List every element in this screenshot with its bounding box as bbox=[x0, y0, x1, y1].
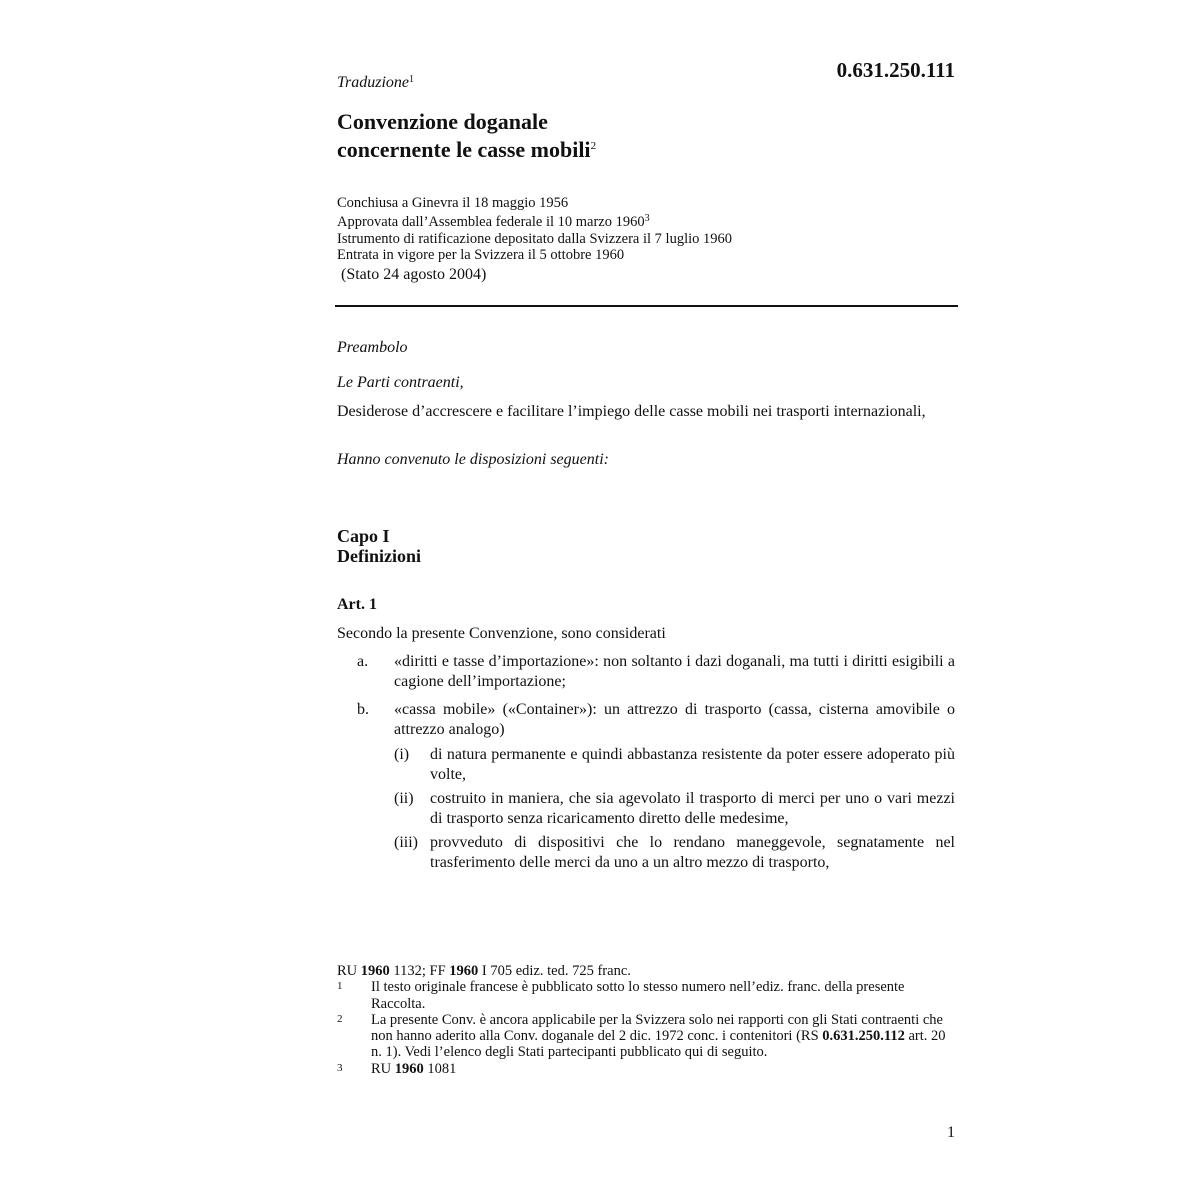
footnote-number: 3 bbox=[337, 1061, 343, 1074]
chapter-number: Capo I bbox=[337, 526, 390, 546]
footnotes bbox=[337, 963, 959, 1077]
translation-text: Traduzione bbox=[337, 74, 410, 91]
list-marker: a. bbox=[357, 653, 369, 670]
source-ru-year: 1960 bbox=[360, 963, 390, 979]
treaty-metadata bbox=[337, 195, 732, 263]
footnote-2 bbox=[337, 1012, 959, 1061]
list-item-text: «diritti e tasse d’importazione»: non soltanto i dazi doganali, ma tutti i diritti esigibili a cagione dell’importazione; bbox=[394, 653, 955, 690]
footnote-sr-link[interactable]: 0.631.250.112 bbox=[822, 1028, 905, 1045]
document-title bbox=[337, 110, 596, 162]
list-item bbox=[357, 652, 955, 692]
concluded-date: Conchiusa a Ginevra il 18 maggio 1956 bbox=[337, 195, 569, 211]
footnote-ru: RU bbox=[371, 1060, 392, 1077]
entry-into-force-date: Entrata in vigore per la Svizzera il 5 ottobre 1960 bbox=[337, 246, 625, 263]
footnote-ref-1[interactable]: 1 bbox=[409, 74, 415, 85]
footnote-text bbox=[371, 1061, 959, 1077]
preamble-desire: Desiderose d’accrescere e facilitare l’impiego delle casse mobili nei trasporti internazionali, bbox=[337, 403, 926, 420]
chapter-heading bbox=[337, 526, 421, 566]
source-ru: RU bbox=[337, 963, 358, 979]
preamble-agreed: Hanno convenuto le disposizioni seguenti: bbox=[337, 451, 609, 468]
source-reference bbox=[337, 963, 959, 979]
article-intro: Secondo la presente Convenzione, sono considerati bbox=[337, 625, 666, 642]
footnote-page: 1081 bbox=[427, 1060, 457, 1077]
footnote-3 bbox=[337, 1061, 959, 1077]
footnote-ref-2[interactable]: 2 bbox=[590, 140, 597, 152]
sub-list-item-text: di natura permanente e quindi abbastanza resistente da poter essere adoperato più volte, bbox=[430, 746, 955, 783]
list-item bbox=[357, 700, 955, 740]
footnote-number: 2 bbox=[337, 1012, 343, 1025]
sub-list-item-text: costruito in maniera, che sia agevolato il trasporto di merci per uno o vari mezzi di trasporto senza ricaricamento diretto delle medesime, bbox=[430, 790, 955, 827]
sub-list-item bbox=[394, 789, 955, 829]
sub-list-item-text: provveduto di dispositivi che lo rendano maneggevole, segnatamente nel trasferimento delle merci da uno a un altro mezzo di trasporto, bbox=[430, 834, 955, 871]
title-line-2 bbox=[337, 134, 596, 162]
preamble-parties: Le Parti contraenti, bbox=[337, 374, 464, 391]
list-item-text: «cassa mobile» («Container»): un attrezzo di trasporto (cassa, cisterna amovibile o attrezzo analogo) bbox=[394, 701, 955, 738]
approved-text: Approvata dall’Assemblea federale il 10 marzo 1960 bbox=[337, 214, 645, 231]
document-number: 0.631.250.111 bbox=[836, 58, 955, 82]
footnote-text-before: La presente Conv. è ancora applicabile per la Svizzera solo nei rapporti con gli Stati contraenti che non hanno aderito alla Conv. doganale del 2 dic. 1972 conc. i contenitori (RS bbox=[371, 1011, 943, 1045]
sub-list-item bbox=[394, 745, 955, 785]
footnote-text-after: art. 20 n. 1). Vedi l’elenco degli Stati partecipanti pubblicato qui di seguito. bbox=[371, 1028, 946, 1061]
source-ru-mid: 1132; FF bbox=[393, 963, 446, 979]
footnote-text bbox=[371, 1012, 959, 1061]
title-line-1: Convenzione doganale bbox=[337, 109, 548, 134]
sub-list-marker: (ii) bbox=[394, 790, 414, 807]
sub-list-marker: (i) bbox=[394, 746, 410, 763]
preamble-heading: Preambolo bbox=[337, 339, 408, 356]
source-tail: I 705 ediz. ted. 725 franc. bbox=[481, 963, 631, 979]
article-title: Art. 1 bbox=[337, 596, 377, 613]
translation-label bbox=[337, 74, 414, 92]
ratification-date: Istrumento di ratificazione depositato dalla Svizzera il 7 luglio 1960 bbox=[337, 230, 733, 247]
page-number: 1 bbox=[947, 1124, 955, 1141]
sub-list-item bbox=[394, 833, 955, 873]
source-ff-year: 1960 bbox=[449, 963, 479, 979]
footnote-year: 1960 bbox=[394, 1060, 424, 1077]
approved-date bbox=[337, 211, 732, 230]
footnote-1 bbox=[337, 979, 959, 1012]
chapter-title: Definizioni bbox=[337, 546, 421, 566]
list-marker: b. bbox=[357, 701, 369, 718]
sub-list-marker: (iii) bbox=[394, 834, 418, 851]
status-date: (Stato 24 agosto 2004) bbox=[341, 266, 487, 283]
footnote-number: 1 bbox=[337, 980, 343, 993]
header-divider bbox=[335, 305, 958, 307]
footnote-ref-3[interactable]: 3 bbox=[644, 213, 650, 225]
title-line-2-text: concernente le casse mobili bbox=[337, 137, 591, 162]
footnote-text: Il testo originale francese è pubblicato sotto lo stesso numero nell’ediz. franc. della presente Raccolta. bbox=[371, 979, 905, 1012]
